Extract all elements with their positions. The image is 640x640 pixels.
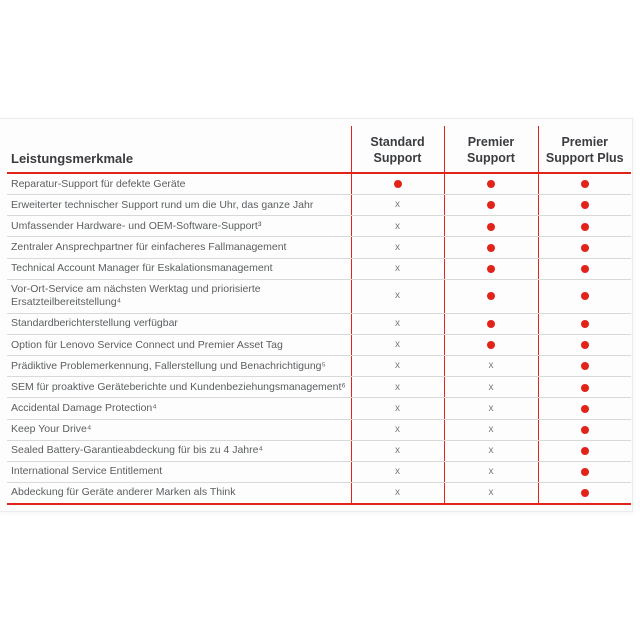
not-included-x-mark: x [395, 318, 400, 330]
included-dot-icon [581, 468, 589, 476]
included-dot-icon [581, 320, 589, 328]
feature-label: International Service Entitlement [7, 461, 351, 482]
cell-premier-support [444, 377, 538, 398]
feature-label: Prädiktive Problemerkennung, Fallerstellung und Benachrichtigung⁵ [7, 356, 351, 377]
cell-premier-support-plus [538, 313, 631, 334]
not-included-x-mark: x [488, 487, 494, 499]
cell-premier-support [444, 440, 538, 461]
feature-column-header: Leistungsmerkmale [7, 126, 351, 173]
feature-label: Accidental Damage Protection⁴ [7, 398, 351, 419]
included-dot-icon [581, 201, 589, 209]
cell-premier-support [444, 195, 538, 216]
not-included-x-mark: x [395, 199, 400, 211]
not-included-x-mark: x [395, 290, 400, 302]
not-included-x-mark: x [395, 466, 400, 478]
included-dot-icon [581, 426, 589, 434]
feature-label: Erweiterter technischer Support rund um die Uhr, das ganze Jahr [7, 195, 351, 216]
feature-row [7, 398, 631, 419]
not-included-x-mark: x [488, 360, 494, 372]
feature-label: Standardberichterstellung verfügbar [7, 313, 351, 334]
not-included-x-mark: x [395, 444, 400, 456]
cell-premier-support-plus [538, 377, 631, 398]
support-comparison-card [0, 118, 633, 512]
feature-row [7, 335, 631, 356]
not-included-x-mark: x [395, 241, 400, 253]
included-dot-icon [487, 320, 495, 328]
cell-standard-support [351, 279, 444, 313]
included-dot-icon [581, 447, 589, 455]
included-dot-icon [487, 265, 495, 273]
cell-premier-support [444, 279, 538, 313]
feature-label: Reparatur-Support für defekte Geräte [7, 173, 351, 195]
cell-standard-support [351, 461, 444, 482]
support-comparison-table [7, 126, 631, 505]
column-header-premier-support-plus: Premier Support Plus [538, 126, 631, 173]
feature-rows [7, 173, 631, 504]
column-header-standard-support: Standard Support [351, 126, 444, 173]
feature-row [7, 419, 631, 440]
cell-premier-support [444, 482, 538, 504]
feature-label: Option für Lenovo Service Connect und Premier Asset Tag [7, 335, 351, 356]
cell-standard-support [351, 440, 444, 461]
feature-row [7, 377, 631, 398]
cell-premier-support-plus [538, 356, 631, 377]
feature-label: Keep Your Drive⁴ [7, 419, 351, 440]
feature-row [7, 195, 631, 216]
cell-premier-support [444, 258, 538, 279]
included-dot-icon [487, 180, 495, 188]
feature-row [7, 237, 631, 258]
feature-row [7, 461, 631, 482]
feature-row [7, 216, 631, 237]
cell-premier-support-plus [538, 398, 631, 419]
cell-premier-support-plus [538, 335, 631, 356]
feature-row [7, 440, 631, 461]
included-dot-icon [581, 341, 589, 349]
cell-premier-support-plus [538, 237, 631, 258]
cell-premier-support-plus [538, 419, 631, 440]
cell-premier-support [444, 216, 538, 237]
not-included-x-mark: x [395, 262, 400, 274]
not-included-x-mark: x [395, 360, 400, 372]
cell-standard-support [351, 195, 444, 216]
not-included-x-mark: x [488, 423, 494, 435]
cell-premier-support [444, 313, 538, 334]
not-included-x-mark: x [395, 339, 400, 351]
not-included-x-mark: x [395, 381, 400, 393]
included-dot-icon [487, 223, 495, 231]
cell-premier-support [444, 173, 538, 195]
included-dot-icon [581, 292, 589, 300]
feature-label: Abdeckung für Geräte anderer Marken als Think [7, 482, 351, 504]
feature-row [7, 482, 631, 504]
cell-standard-support [351, 173, 444, 195]
cell-premier-support-plus [538, 195, 631, 216]
not-included-x-mark: x [488, 402, 494, 414]
cell-premier-support-plus [538, 258, 631, 279]
cell-premier-support-plus [538, 216, 631, 237]
not-included-x-mark: x [395, 423, 400, 435]
cell-premier-support [444, 419, 538, 440]
feature-row [7, 279, 631, 313]
cell-premier-support-plus [538, 173, 631, 195]
cell-standard-support [351, 377, 444, 398]
cell-premier-support [444, 356, 538, 377]
included-dot-icon [487, 244, 495, 252]
not-included-x-mark: x [488, 381, 494, 393]
cell-standard-support [351, 258, 444, 279]
included-dot-icon [487, 341, 495, 349]
cell-standard-support [351, 482, 444, 504]
included-dot-icon [581, 405, 589, 413]
cell-premier-support [444, 335, 538, 356]
feature-row [7, 313, 631, 334]
cell-standard-support [351, 313, 444, 334]
header-row [7, 126, 631, 173]
not-included-x-mark: x [488, 466, 494, 478]
cell-premier-support-plus [538, 482, 631, 504]
cell-premier-support [444, 461, 538, 482]
cell-standard-support [351, 419, 444, 440]
cell-premier-support-plus [538, 440, 631, 461]
cell-standard-support [351, 216, 444, 237]
feature-label: Umfassender Hardware- und OEM-Software-Support³ [7, 216, 351, 237]
column-header-premier-support: Premier Support [444, 126, 538, 173]
included-dot-icon [581, 489, 589, 497]
included-dot-icon [394, 180, 402, 188]
included-dot-icon [581, 223, 589, 231]
feature-row [7, 356, 631, 377]
feature-label: Zentraler Ansprechpartner für einfacheres Fallmanagement [7, 237, 351, 258]
feature-row [7, 258, 631, 279]
cell-premier-support-plus [538, 461, 631, 482]
feature-label: Vor-Ort-Service am nächsten Werktag und priorisierte Ersatzteilbereitstellung⁴ [7, 279, 351, 313]
feature-label: SEM für proaktive Geräteberichte und Kundenbeziehungsmanagement⁶ [7, 377, 351, 398]
feature-row [7, 173, 631, 195]
included-dot-icon [581, 265, 589, 273]
feature-label: Sealed Battery-Garantieabdeckung für bis zu 4 Jahre⁴ [7, 440, 351, 461]
cell-premier-support-plus [538, 279, 631, 313]
cell-standard-support [351, 356, 444, 377]
included-dot-icon [487, 201, 495, 209]
included-dot-icon [581, 384, 589, 392]
cell-premier-support [444, 398, 538, 419]
feature-label: Technical Account Manager für Eskalationsmanagement [7, 258, 351, 279]
included-dot-icon [487, 292, 495, 300]
cell-premier-support [444, 237, 538, 258]
cell-standard-support [351, 335, 444, 356]
cell-standard-support [351, 237, 444, 258]
not-included-x-mark: x [395, 402, 400, 414]
cell-standard-support [351, 398, 444, 419]
included-dot-icon [581, 244, 589, 252]
not-included-x-mark: x [488, 444, 494, 456]
not-included-x-mark: x [395, 487, 400, 499]
included-dot-icon [581, 180, 589, 188]
included-dot-icon [581, 362, 589, 370]
not-included-x-mark: x [395, 220, 400, 232]
